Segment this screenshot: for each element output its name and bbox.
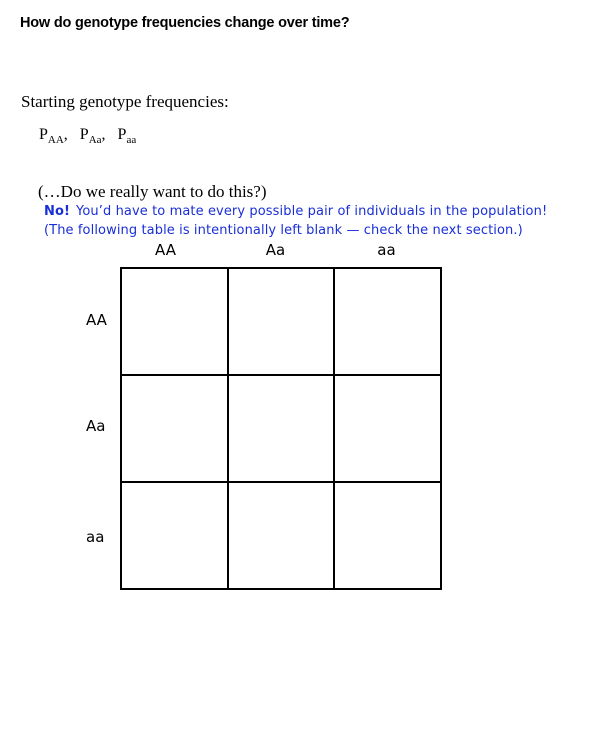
table-cell (228, 375, 335, 482)
frequency-aa-dominant (39, 126, 68, 146)
frequency-subscript: aa (126, 134, 137, 146)
column-header-Aa: Aa (265, 241, 286, 259)
frequency-symbol: P (39, 126, 48, 143)
question-text: (…Do we really want to do this?) (38, 182, 267, 201)
starting-label: Starting genotype frequencies: (21, 92, 229, 111)
frequency-symbol: P (79, 126, 89, 143)
table-cell (228, 268, 335, 375)
frequency-heterozygous (80, 126, 106, 146)
table-cell (121, 482, 228, 589)
column-header-AA: AA (155, 241, 176, 259)
note-text-1: You’d have to mate every possible pair of individuals in the population! (76, 204, 548, 219)
table-row (121, 375, 441, 482)
column-header-aa: aa (377, 241, 396, 259)
frequency-separator: , (63, 126, 68, 143)
frequency-aa-recessive (118, 126, 137, 146)
row-header-Aa: Aa (86, 417, 106, 435)
frequency-symbol: P (117, 126, 127, 143)
mating-table (120, 267, 442, 590)
table-cell (228, 482, 335, 589)
row-header-AA: AA (86, 311, 107, 329)
table-cell (334, 268, 441, 375)
frequency-subscript: AA (47, 134, 64, 146)
table-cell (121, 375, 228, 482)
frequency-subscript: Aa (88, 134, 102, 146)
table-cell (334, 375, 441, 482)
note-line-2: (The following table is intentionally left blank — check the next section.) (44, 223, 523, 238)
table-row (121, 482, 441, 589)
page-title: How do genotype frequencies change over time? (20, 15, 350, 31)
note-emphasis: No! (44, 204, 71, 219)
note-line-1 (44, 204, 547, 219)
table-cell (121, 268, 228, 375)
row-header-aa: aa (86, 528, 105, 546)
table-row (121, 268, 441, 375)
table-cell (334, 482, 441, 589)
frequency-separator: , (101, 126, 106, 143)
frequency-list (39, 126, 144, 146)
